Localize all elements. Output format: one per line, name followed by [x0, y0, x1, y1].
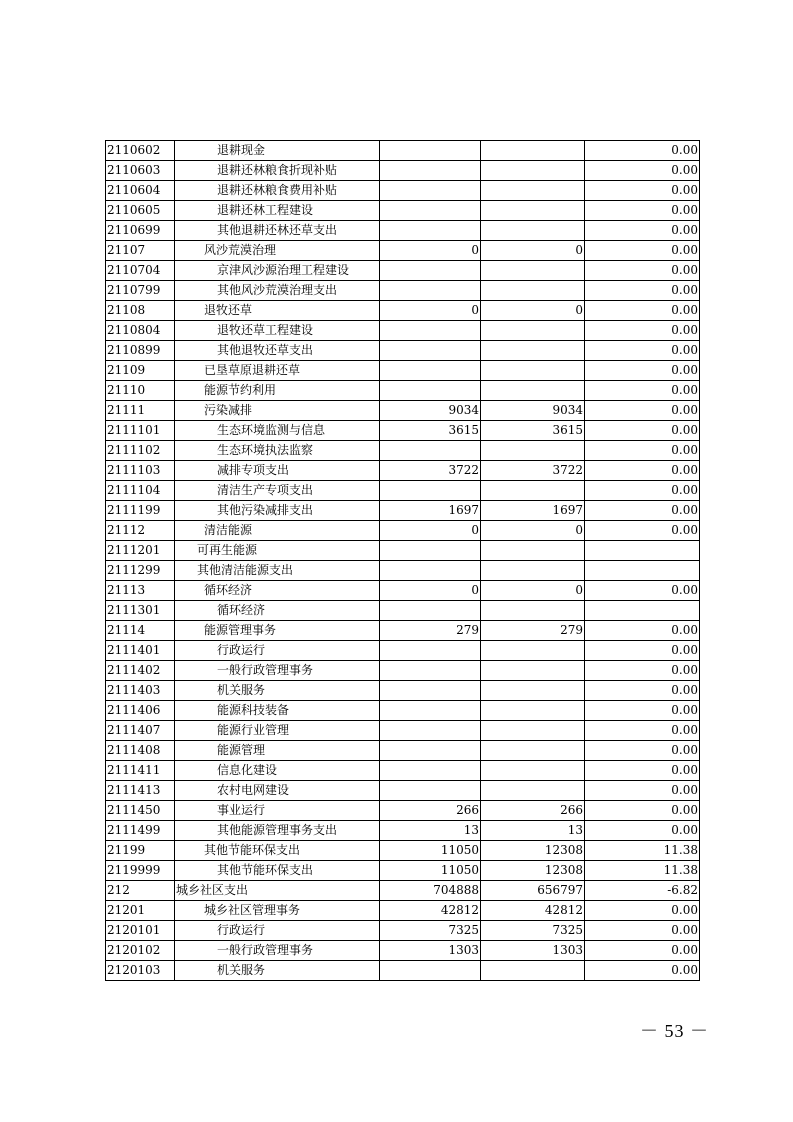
- row-name-cell: 京津风沙源治理工程建设: [175, 261, 380, 281]
- row-code-cell: 21109: [106, 361, 175, 381]
- table-row: [106, 881, 700, 901]
- row-name-cell: 退耕现金: [175, 141, 380, 161]
- row-value-b-cell: [481, 561, 585, 581]
- row-code-cell: 2110603: [106, 161, 175, 181]
- row-value-b-cell: [481, 601, 585, 621]
- row-code-cell: 2111413: [106, 781, 175, 801]
- table-row: [106, 321, 700, 341]
- row-value-b-cell: [481, 721, 585, 741]
- row-value-b-cell: 0: [481, 301, 585, 321]
- row-name-cell: 其他退牧还草支出: [175, 341, 380, 361]
- row-value-c-cell: 0.00: [585, 921, 700, 941]
- row-value-c-cell: -6.82: [585, 881, 700, 901]
- row-code-cell: 21201: [106, 901, 175, 921]
- row-name-cell: 行政运行: [175, 921, 380, 941]
- row-value-c-cell: 0.00: [585, 221, 700, 241]
- table-row: [106, 201, 700, 221]
- row-value-b-cell: [481, 341, 585, 361]
- row-value-b-cell: 266: [481, 801, 585, 821]
- row-value-a-cell: 13: [380, 821, 481, 841]
- row-value-b-cell: 279: [481, 621, 585, 641]
- row-value-a-cell: 11050: [380, 841, 481, 861]
- row-value-b-cell: 0: [481, 241, 585, 261]
- row-code-cell: 2110804: [106, 321, 175, 341]
- row-value-a-cell: [380, 281, 481, 301]
- row-value-a-cell: [380, 601, 481, 621]
- row-name-cell: 能源行业管理: [175, 721, 380, 741]
- row-value-a-cell: 279: [380, 621, 481, 641]
- row-code-cell: 21199: [106, 841, 175, 861]
- row-code-cell: 2111408: [106, 741, 175, 761]
- row-value-c-cell: [585, 601, 700, 621]
- row-code-cell: 2111101: [106, 421, 175, 441]
- row-value-b-cell: 0: [481, 581, 585, 601]
- row-value-a-cell: [380, 261, 481, 281]
- row-code-cell: 2110604: [106, 181, 175, 201]
- row-name-cell: 一般行政管理事务: [175, 941, 380, 961]
- table-row: [106, 181, 700, 201]
- row-code-cell: 2110799: [106, 281, 175, 301]
- row-value-c-cell: 0.00: [585, 401, 700, 421]
- table-row: [106, 641, 700, 661]
- row-value-a-cell: 1303: [380, 941, 481, 961]
- row-code-cell: 2120102: [106, 941, 175, 961]
- row-value-c-cell: 0.00: [585, 481, 700, 501]
- row-code-cell: 2120103: [106, 961, 175, 981]
- row-value-c-cell: 0.00: [585, 361, 700, 381]
- budget-table: [105, 140, 700, 981]
- table-row: [106, 261, 700, 281]
- row-value-c-cell: 0.00: [585, 701, 700, 721]
- row-name-cell: 循环经济: [175, 601, 380, 621]
- row-value-c-cell: 0.00: [585, 581, 700, 601]
- row-value-a-cell: 42812: [380, 901, 481, 921]
- row-code-cell: 2111102: [106, 441, 175, 461]
- row-value-b-cell: 1697: [481, 501, 585, 521]
- row-value-a-cell: [380, 781, 481, 801]
- row-value-a-cell: 0: [380, 521, 481, 541]
- table-row: [106, 521, 700, 541]
- row-name-cell: 信息化建设: [175, 761, 380, 781]
- row-name-cell: 退耕还林粮食费用补贴: [175, 181, 380, 201]
- row-value-b-cell: [481, 761, 585, 781]
- row-value-b-cell: [481, 261, 585, 281]
- table-row: [106, 921, 700, 941]
- row-code-cell: 2110899: [106, 341, 175, 361]
- row-value-b-cell: 12308: [481, 861, 585, 881]
- row-code-cell: 2111402: [106, 661, 175, 681]
- row-name-cell: 清洁生产专项支出: [175, 481, 380, 501]
- row-name-cell: 能源管理事务: [175, 621, 380, 641]
- row-value-a-cell: 0: [380, 241, 481, 261]
- row-value-c-cell: 0.00: [585, 761, 700, 781]
- table-row: [106, 301, 700, 321]
- table-row: [106, 701, 700, 721]
- table-row: [106, 721, 700, 741]
- row-code-cell: 2119999: [106, 861, 175, 881]
- table-row: [106, 621, 700, 641]
- row-value-b-cell: [481, 541, 585, 561]
- row-value-c-cell: 0.00: [585, 241, 700, 261]
- row-value-b-cell: [481, 361, 585, 381]
- row-value-b-cell: [481, 961, 585, 981]
- row-name-cell: 能源节约利用: [175, 381, 380, 401]
- row-value-c-cell: 0.00: [585, 421, 700, 441]
- row-value-b-cell: 12308: [481, 841, 585, 861]
- row-name-cell: 风沙荒漠治理: [175, 241, 380, 261]
- row-value-b-cell: [481, 481, 585, 501]
- table-row: [106, 561, 700, 581]
- row-value-c-cell: 0.00: [585, 281, 700, 301]
- table-row: [106, 481, 700, 501]
- table-row: [106, 861, 700, 881]
- row-value-a-cell: 266: [380, 801, 481, 821]
- row-name-cell: 其他退耕还林还草支出: [175, 221, 380, 241]
- table-row: [106, 541, 700, 561]
- row-value-b-cell: 7325: [481, 921, 585, 941]
- row-name-cell: 退牧还草: [175, 301, 380, 321]
- row-code-cell: 21110: [106, 381, 175, 401]
- budget-table-body: [106, 141, 700, 981]
- row-value-c-cell: 0.00: [585, 821, 700, 841]
- row-value-a-cell: [380, 961, 481, 981]
- row-value-c-cell: 0.00: [585, 941, 700, 961]
- row-value-c-cell: 0.00: [585, 341, 700, 361]
- table-row: [106, 601, 700, 621]
- row-value-c-cell: [585, 561, 700, 581]
- row-code-cell: 2111403: [106, 681, 175, 701]
- row-value-a-cell: 704888: [380, 881, 481, 901]
- row-value-b-cell: 656797: [481, 881, 585, 901]
- row-value-c-cell: 0.00: [585, 501, 700, 521]
- table-row: [106, 341, 700, 361]
- row-value-a-cell: [380, 641, 481, 661]
- row-value-b-cell: 3615: [481, 421, 585, 441]
- table-row: [106, 141, 700, 161]
- row-name-cell: 农村电网建设: [175, 781, 380, 801]
- row-value-a-cell: 0: [380, 301, 481, 321]
- table-row: [106, 501, 700, 521]
- row-value-b-cell: 9034: [481, 401, 585, 421]
- table-row: [106, 681, 700, 701]
- row-value-b-cell: 0: [481, 521, 585, 541]
- table-row: [106, 221, 700, 241]
- row-name-cell: 其他节能环保支出: [175, 841, 380, 861]
- row-value-a-cell: [380, 661, 481, 681]
- row-code-cell: 2111299: [106, 561, 175, 581]
- row-value-c-cell: 0.00: [585, 441, 700, 461]
- row-value-c-cell: 0.00: [585, 781, 700, 801]
- row-value-a-cell: 11050: [380, 861, 481, 881]
- row-value-c-cell: 0.00: [585, 721, 700, 741]
- row-value-b-cell: [481, 441, 585, 461]
- row-value-a-cell: [380, 381, 481, 401]
- row-value-a-cell: 1697: [380, 501, 481, 521]
- row-code-cell: 2111301: [106, 601, 175, 621]
- row-value-b-cell: [481, 381, 585, 401]
- row-name-cell: 其他污染减排支出: [175, 501, 380, 521]
- table-row: [106, 461, 700, 481]
- row-value-b-cell: [481, 661, 585, 681]
- table-row: [106, 421, 700, 441]
- row-name-cell: 生态环境执法监察: [175, 441, 380, 461]
- row-code-cell: 2110704: [106, 261, 175, 281]
- row-name-cell: 可再生能源: [175, 541, 380, 561]
- row-value-a-cell: [380, 221, 481, 241]
- row-code-cell: 2110602: [106, 141, 175, 161]
- row-code-cell: 21113: [106, 581, 175, 601]
- row-name-cell: 已垦草原退耕还草: [175, 361, 380, 381]
- row-value-c-cell: 0.00: [585, 961, 700, 981]
- row-value-c-cell: 0.00: [585, 301, 700, 321]
- table-row: [106, 361, 700, 381]
- row-name-cell: 城乡社区管理事务: [175, 901, 380, 921]
- row-value-c-cell: 0.00: [585, 621, 700, 641]
- row-value-a-cell: [380, 761, 481, 781]
- row-code-cell: 2111104: [106, 481, 175, 501]
- row-value-c-cell: 0.00: [585, 801, 700, 821]
- row-value-b-cell: 1303: [481, 941, 585, 961]
- row-name-cell: 退耕还林工程建设: [175, 201, 380, 221]
- row-name-cell: 城乡社区支出: [175, 881, 380, 901]
- row-value-a-cell: 0: [380, 581, 481, 601]
- row-value-b-cell: 13: [481, 821, 585, 841]
- row-value-c-cell: 0.00: [585, 161, 700, 181]
- row-value-a-cell: [380, 141, 481, 161]
- row-value-b-cell: [481, 181, 585, 201]
- row-value-c-cell: 0.00: [585, 521, 700, 541]
- row-value-c-cell: 0.00: [585, 181, 700, 201]
- row-code-cell: 21108: [106, 301, 175, 321]
- row-value-a-cell: 3722: [380, 461, 481, 481]
- row-code-cell: 2110699: [106, 221, 175, 241]
- row-value-b-cell: [481, 701, 585, 721]
- row-name-cell: 其他风沙荒漠治理支出: [175, 281, 380, 301]
- row-name-cell: 其他清洁能源支出: [175, 561, 380, 581]
- row-name-cell: 一般行政管理事务: [175, 661, 380, 681]
- row-code-cell: 2111401: [106, 641, 175, 661]
- row-name-cell: 其他节能环保支出: [175, 861, 380, 881]
- row-name-cell: 减排专项支出: [175, 461, 380, 481]
- row-name-cell: 清洁能源: [175, 521, 380, 541]
- row-code-cell: 212: [106, 881, 175, 901]
- row-value-b-cell: [481, 781, 585, 801]
- row-value-c-cell: 0.00: [585, 201, 700, 221]
- row-code-cell: 21111: [106, 401, 175, 421]
- row-value-b-cell: [481, 161, 585, 181]
- row-code-cell: 2111406: [106, 701, 175, 721]
- row-code-cell: 2111407: [106, 721, 175, 741]
- page-number: － 53 －: [640, 1021, 709, 1041]
- row-value-a-cell: 3615: [380, 421, 481, 441]
- row-value-a-cell: 7325: [380, 921, 481, 941]
- row-value-a-cell: [380, 161, 481, 181]
- table-row: [106, 581, 700, 601]
- row-value-c-cell: 0.00: [585, 381, 700, 401]
- table-row: [106, 281, 700, 301]
- table-row: [106, 781, 700, 801]
- row-code-cell: 21107: [106, 241, 175, 261]
- row-value-b-cell: [481, 281, 585, 301]
- row-value-a-cell: [380, 541, 481, 561]
- row-value-a-cell: [380, 701, 481, 721]
- table-row: [106, 901, 700, 921]
- table-row: [106, 821, 700, 841]
- row-value-c-cell: 0.00: [585, 261, 700, 281]
- row-name-cell: 其他能源管理事务支出: [175, 821, 380, 841]
- row-value-c-cell: [585, 541, 700, 561]
- table-row: [106, 441, 700, 461]
- table-row: [106, 741, 700, 761]
- table-row: [106, 961, 700, 981]
- table-row: [106, 761, 700, 781]
- row-value-a-cell: [380, 441, 481, 461]
- row-value-c-cell: 0.00: [585, 461, 700, 481]
- row-value-a-cell: [380, 741, 481, 761]
- row-name-cell: 污染减排: [175, 401, 380, 421]
- row-value-a-cell: [380, 321, 481, 341]
- table-row: [106, 241, 700, 261]
- row-value-c-cell: 0.00: [585, 681, 700, 701]
- row-value-a-cell: [380, 681, 481, 701]
- row-value-b-cell: [481, 321, 585, 341]
- row-value-a-cell: [380, 201, 481, 221]
- row-value-c-cell: 11.38: [585, 841, 700, 861]
- row-name-cell: 循环经济: [175, 581, 380, 601]
- row-value-a-cell: [380, 481, 481, 501]
- row-name-cell: 能源科技装备: [175, 701, 380, 721]
- row-value-b-cell: [481, 681, 585, 701]
- row-code-cell: 2111411: [106, 761, 175, 781]
- row-code-cell: 2111199: [106, 501, 175, 521]
- row-name-cell: 事业运行: [175, 801, 380, 821]
- row-value-b-cell: [481, 641, 585, 661]
- row-code-cell: 2111499: [106, 821, 175, 841]
- table-row: [106, 401, 700, 421]
- row-value-a-cell: [380, 561, 481, 581]
- row-value-b-cell: 42812: [481, 901, 585, 921]
- row-value-c-cell: 0.00: [585, 641, 700, 661]
- row-code-cell: 2111450: [106, 801, 175, 821]
- table-row: [106, 841, 700, 861]
- row-value-a-cell: [380, 341, 481, 361]
- row-value-c-cell: 0.00: [585, 141, 700, 161]
- row-code-cell: 21112: [106, 521, 175, 541]
- row-value-c-cell: 0.00: [585, 321, 700, 341]
- row-name-cell: 机关服务: [175, 681, 380, 701]
- row-code-cell: 21114: [106, 621, 175, 641]
- table-row: [106, 661, 700, 681]
- row-value-c-cell: 11.38: [585, 861, 700, 881]
- row-value-a-cell: [380, 721, 481, 741]
- row-value-c-cell: 0.00: [585, 741, 700, 761]
- table-row: [106, 381, 700, 401]
- row-name-cell: 退耕还林粮食折现补贴: [175, 161, 380, 181]
- row-value-a-cell: [380, 361, 481, 381]
- row-code-cell: 2120101: [106, 921, 175, 941]
- row-value-a-cell: 9034: [380, 401, 481, 421]
- table-row: [106, 161, 700, 181]
- row-value-b-cell: [481, 741, 585, 761]
- row-value-a-cell: [380, 181, 481, 201]
- row-value-b-cell: 3722: [481, 461, 585, 481]
- row-value-c-cell: 0.00: [585, 661, 700, 681]
- row-value-b-cell: [481, 141, 585, 161]
- row-value-c-cell: 0.00: [585, 901, 700, 921]
- row-value-b-cell: [481, 221, 585, 241]
- table-row: [106, 941, 700, 961]
- row-name-cell: 退牧还草工程建设: [175, 321, 380, 341]
- row-name-cell: 行政运行: [175, 641, 380, 661]
- row-name-cell: 机关服务: [175, 961, 380, 981]
- row-name-cell: 生态环境监测与信息: [175, 421, 380, 441]
- row-code-cell: 2110605: [106, 201, 175, 221]
- row-name-cell: 能源管理: [175, 741, 380, 761]
- row-code-cell: 2111201: [106, 541, 175, 561]
- row-value-b-cell: [481, 201, 585, 221]
- row-code-cell: 2111103: [106, 461, 175, 481]
- table-row: [106, 801, 700, 821]
